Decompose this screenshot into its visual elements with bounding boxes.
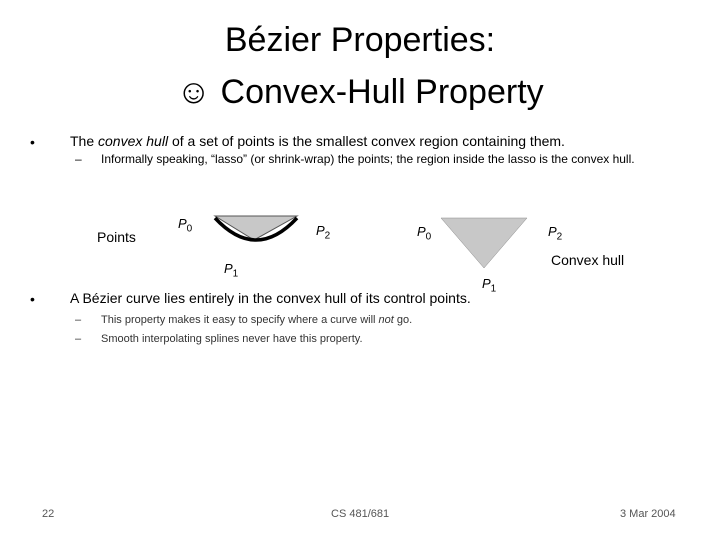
sub-bullet-specify-curve: This property makes it easy to specify where a curve will not go. [101, 314, 413, 326]
right-p0-label: $P_0$ [417, 224, 432, 243]
left-p2-label: $P_2$ [316, 223, 331, 242]
convex-hull-caption: Convex hull [551, 252, 625, 268]
dash-marker: – [75, 152, 82, 166]
slide-title-line2: ☺ Convex-Hull Property [176, 73, 544, 111]
left-p1-label: $P_1$ [224, 261, 239, 280]
slide-number: 22 [42, 508, 55, 520]
right-p1-label: $P_1$ [482, 276, 497, 295]
bullet1-text-post: of a set of points is the smallest convex region containing them. [168, 133, 565, 149]
bullet-marker: • [30, 291, 35, 307]
sub-bullet-lasso: Informally speaking, “lasso” (or shrink-wrap) the points; the region inside the lasso is the convex hull. [101, 152, 635, 166]
bullet1-text-emphasis: convex hull [98, 133, 169, 149]
bullet1-text-pre: The [70, 133, 99, 149]
points-caption: Points [97, 229, 136, 245]
bullet-marker: • [30, 134, 35, 150]
footer-course: CS 481/681 [331, 508, 390, 520]
sub-bullet-interpolating-splines: Smooth interpolating splines never have this property. [101, 333, 363, 345]
slide-title-line1: Bézier Properties: [224, 21, 496, 59]
right-convex-hull-shape [441, 218, 527, 268]
bullet-bezier-convex-hull: A Bézier curve lies entirely in the convex hull of its control points. [70, 290, 471, 306]
dash-marker: – [75, 314, 82, 326]
dash-marker: – [75, 333, 82, 345]
left-p0-label: $P_0$ [178, 216, 193, 235]
footer-date: 3 Mar 2004 [620, 508, 676, 520]
right-p2-label: $P_2$ [548, 224, 563, 243]
